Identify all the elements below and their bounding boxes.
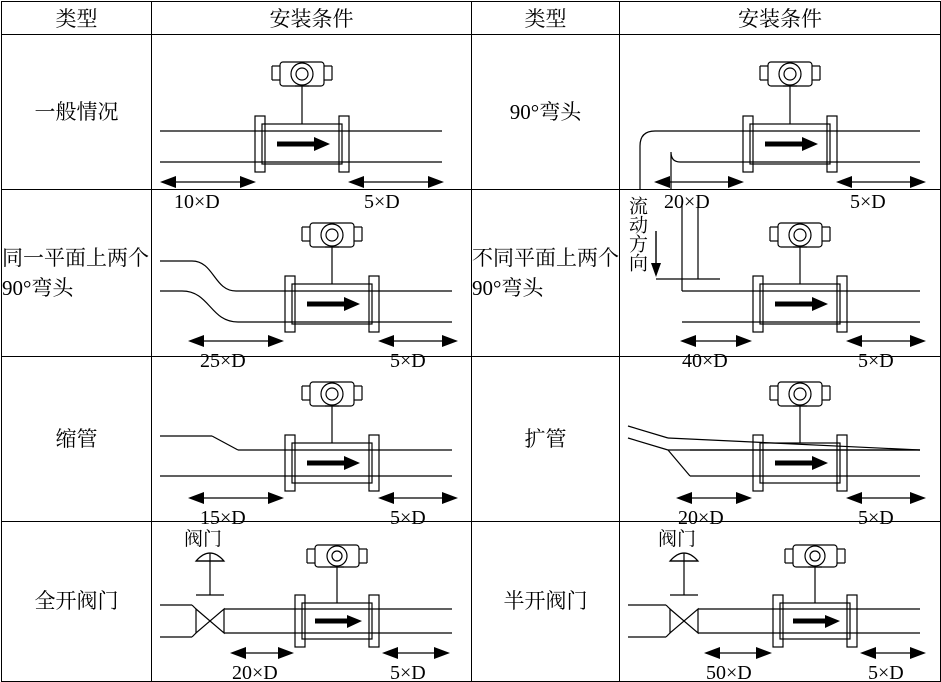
diagram-two-elbows-same-plane [152, 191, 470, 356]
row-4-right-downstream-label: 5×D [868, 662, 904, 682]
row-3-right-upstream-label: 20×D [678, 507, 724, 529]
row-2-type-left: 同一平面上两个 90°弯头 [2, 190, 152, 357]
row-4-type-left: 全开阀门 [2, 522, 152, 682]
flow-arrow-icon [307, 297, 360, 311]
table-row [2, 522, 941, 682]
row-1-diagram-left [152, 35, 472, 190]
row-3-type-right: 扩管 [472, 357, 620, 522]
column-header-type-left: 类型 [2, 2, 152, 35]
flow-arrow-icon [307, 456, 360, 470]
row-3-left-upstream-label: 15×D [200, 507, 246, 529]
row-1-left-downstream-label: 5×D [364, 191, 400, 213]
row-4-left-upstream-label: 20×D [232, 662, 278, 682]
diagram-single-elbow-90 [620, 36, 939, 189]
row-4-right-upstream-label: 50×D [706, 662, 752, 682]
row-3-type-left: 缩管 [2, 357, 152, 522]
flow-arrow-icon [793, 615, 840, 628]
row-1-type-right: 90°弯头 [472, 35, 620, 190]
row-3-right-downstream-label: 5×D [858, 507, 894, 529]
column-header-condition-right: 安装条件 [620, 2, 941, 35]
row-2-diagram-right [620, 190, 941, 357]
flow-arrow-icon [775, 297, 828, 311]
row-4-left-valve-label: 阀门 [184, 528, 222, 550]
column-header-condition-left: 安装条件 [152, 2, 472, 35]
row-3-diagram-right [620, 357, 941, 522]
diagram-valve-half-open [620, 523, 939, 681]
table-header-row [2, 2, 941, 35]
table-row [2, 357, 941, 522]
table-row [2, 35, 941, 190]
flow-arrow-icon [315, 615, 362, 628]
row-3-diagram-left [152, 357, 472, 522]
row-2-type-right: 不同平面上两个 90°弯头 [472, 190, 620, 357]
row-4-right-valve-label: 阀门 [658, 528, 696, 550]
row-1-diagram-right [620, 35, 941, 190]
row-2-right-upstream-label: 40×D [682, 350, 728, 372]
row-1-right-upstream-label: 20×D [664, 191, 710, 213]
row-2-right-downstream-label: 5×D [858, 350, 894, 372]
flow-direction-note: 流动方向 [626, 196, 646, 272]
row-2-left-upstream-label: 25×D [200, 350, 246, 372]
flow-arrow-icon [765, 137, 818, 151]
diagram-expander [620, 358, 939, 521]
column-header-type-right: 类型 [472, 2, 620, 35]
row-1-right-downstream-label: 5×D [850, 191, 886, 213]
table-row [2, 190, 941, 357]
flow-arrow-icon [277, 137, 330, 151]
row-1-type-left: 一般情况 [2, 35, 152, 190]
row-2-left-downstream-label: 5×D [390, 350, 426, 372]
diagram-valve-fully-open [152, 523, 470, 681]
row-3-left-downstream-label: 5×D [390, 507, 426, 529]
row-4-diagram-right [620, 522, 941, 682]
row-4-left-downstream-label: 5×D [390, 662, 426, 682]
diagram-two-elbows-different-plane [620, 191, 939, 356]
diagram-straight-pipe-meter [152, 36, 470, 189]
row-4-type-right: 半开阀门 [472, 522, 620, 682]
row-4-diagram-left [152, 522, 472, 682]
installation-table [1, 1, 941, 682]
row-1-left-upstream-label: 10×D [174, 191, 220, 213]
row-2-diagram-left [152, 190, 472, 357]
flow-arrow-icon [775, 456, 828, 470]
diagram-reducer [152, 358, 470, 521]
installation-condition-table-page [0, 1, 941, 682]
